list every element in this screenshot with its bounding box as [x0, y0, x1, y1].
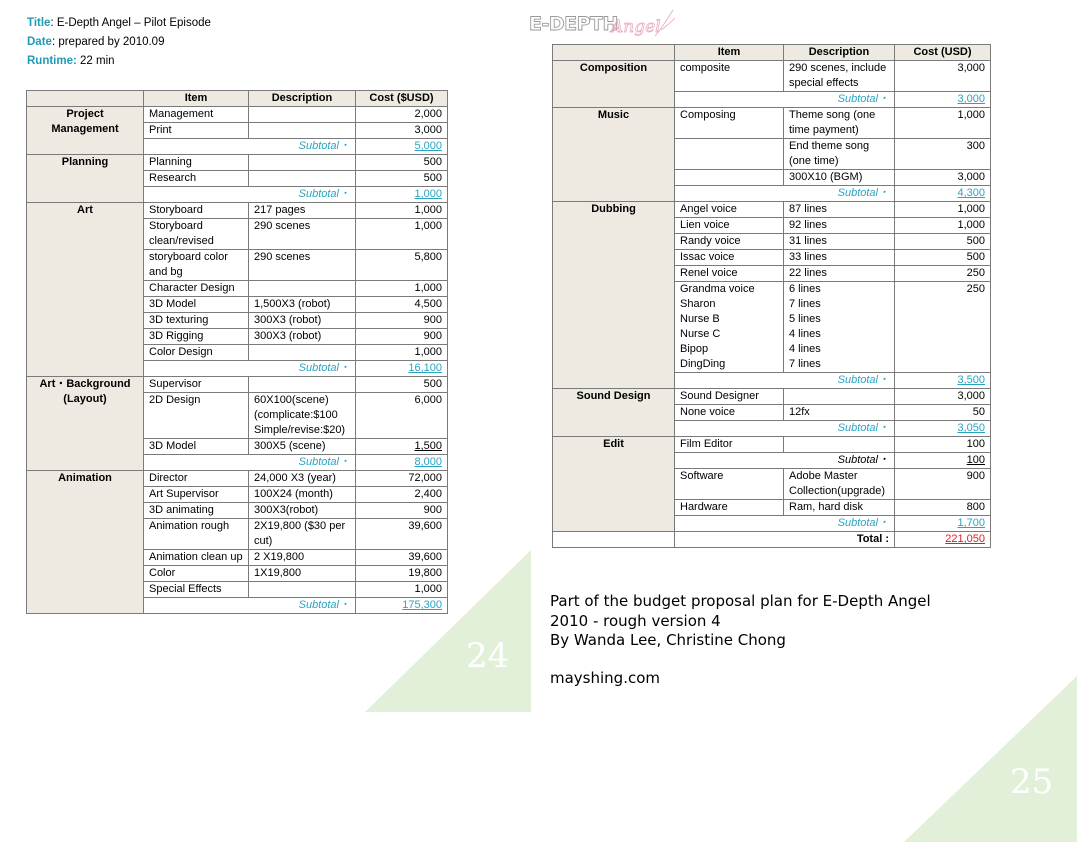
header-description: Description: [249, 91, 356, 107]
page-corner-right: [904, 676, 1077, 842]
item-cell: 3D animating: [144, 503, 249, 519]
voice-lines: 4 lines: [789, 328, 821, 340]
item-cell: [675, 170, 784, 186]
cost-cell: 3,000: [356, 123, 448, 139]
cost-cell: 5,800: [356, 250, 448, 281]
description-cell: 300X3(robot): [249, 503, 356, 519]
item-cell: Art Supervisor: [144, 487, 249, 503]
meta-date-label: Date: [27, 36, 52, 48]
item-cell: Renel voice: [675, 266, 784, 282]
item-cell: Color Design: [144, 345, 249, 361]
description-cell: 290 scenes: [249, 219, 356, 250]
budget-table-right: [552, 44, 991, 548]
item-cell: Randy voice: [675, 234, 784, 250]
description-cell: 24,000 X3 (year): [249, 471, 356, 487]
subtotal-label: Subtotal・: [675, 421, 895, 437]
cost-cell: 900: [356, 313, 448, 329]
voice-lines: 4 lines: [789, 343, 821, 355]
subtotal-label: Subtotal・: [675, 92, 895, 108]
item-cell: Special Effects: [144, 582, 249, 598]
page-number-left: 24: [466, 636, 510, 676]
description-cell: 22 lines: [784, 266, 895, 282]
voice-name: Sharon: [680, 298, 716, 310]
table-row: [553, 389, 991, 405]
item-cell: None voice: [675, 405, 784, 421]
item-cell: 3D Model: [144, 439, 249, 455]
cost-cell: 900: [356, 329, 448, 345]
item-cell: Storyboard: [144, 203, 249, 219]
subtotal-value: 3,050: [895, 421, 991, 437]
description-cell: [249, 171, 356, 187]
description-cell: 290 scenes: [249, 250, 356, 281]
description-cell: [249, 281, 356, 297]
item-cell: Print: [144, 123, 249, 139]
item-cell: Hardware: [675, 500, 784, 516]
meta-runtime-value: 22 min: [76, 55, 115, 67]
cost-cell: 300: [895, 139, 991, 170]
subtotal-label: Subtotal・: [144, 361, 356, 377]
item-cell: 2D Design: [144, 393, 249, 439]
subtotal-value: 1,000: [356, 187, 448, 203]
caption-site: mayshing.com: [550, 669, 661, 687]
cost-cell: 2,400: [356, 487, 448, 503]
subtotal-label: Subtotal・: [144, 187, 356, 203]
category-cell: Music: [553, 108, 675, 202]
item-cell: [675, 282, 784, 373]
cost-cell: 800: [895, 500, 991, 516]
logo-wordmark: E-DEPTH: [529, 13, 618, 35]
description-cell: [784, 282, 895, 373]
description-cell: 100X24 (month): [249, 487, 356, 503]
cost-cell: 1,500: [356, 439, 448, 455]
description-cell: 217 pages: [249, 203, 356, 219]
cost-cell: 1,000: [356, 345, 448, 361]
description-cell: 33 lines: [784, 250, 895, 266]
table-row: [553, 202, 991, 218]
header-item: Item: [675, 45, 784, 61]
cost-cell: 3,000: [895, 389, 991, 405]
item-cell: 3D texturing: [144, 313, 249, 329]
item-cell: Research: [144, 171, 249, 187]
description-cell: [784, 389, 895, 405]
voice-name: DingDing: [680, 358, 726, 370]
cost-cell: 500: [356, 155, 448, 171]
description-cell: 12fx: [784, 405, 895, 421]
page-number-right: 25: [1010, 762, 1054, 802]
meta-title-value: : E-Depth Angel – Pilot Episode: [50, 17, 211, 29]
total-blank: [553, 532, 675, 548]
item-cell: Management: [144, 107, 249, 123]
item-cell: Color: [144, 566, 249, 582]
caption-line-2: 2010 - rough version 4: [550, 612, 721, 630]
header-item: Item: [144, 91, 249, 107]
caption-line-3: By Wanda Lee, Christine Chong: [550, 631, 786, 649]
item-cell: 3D Rigging: [144, 329, 249, 345]
item-cell: Director: [144, 471, 249, 487]
meta-date-value: : prepared by 2010.09: [51, 36, 165, 48]
voice-lines: 5 lines: [789, 313, 821, 325]
subtotal-value: 8,000: [356, 455, 448, 471]
category-cell: Composition: [553, 61, 675, 108]
description-cell: 300X3 (robot): [249, 329, 356, 345]
description-cell: 290 scenes, include special effects: [784, 61, 895, 92]
description-cell: 31 lines: [784, 234, 895, 250]
description-cell: 60X100(scene) (complicate:$100 Simple/revise:$20): [249, 393, 356, 439]
meta-title-label: Title: [27, 17, 51, 29]
description-cell: 2X19,800 ($30 per cut): [249, 519, 356, 550]
header-blank: [553, 45, 675, 61]
item-cell: 3D Model: [144, 297, 249, 313]
description-cell: 1X19,800: [249, 566, 356, 582]
cost-cell: 1,000: [356, 219, 448, 250]
cost-cell: 500: [895, 250, 991, 266]
description-cell: 300X3 (robot): [249, 313, 356, 329]
meta-runtime-label: Runtime:: [27, 55, 77, 67]
item-cell: Animation clean up: [144, 550, 249, 566]
subtotal-value: 1,700: [895, 516, 991, 532]
total-value: 221,050: [895, 532, 991, 548]
voice-name: Nurse B: [680, 313, 720, 325]
subtotal-value: 3,000: [895, 92, 991, 108]
meta-date: [27, 36, 164, 48]
subtotal-label: Subtotal・: [144, 455, 356, 471]
table-row: [27, 155, 448, 171]
item-cell: Lien voice: [675, 218, 784, 234]
item-cell: Angel voice: [675, 202, 784, 218]
item-cell: Issac voice: [675, 250, 784, 266]
cost-cell: 39,600: [356, 550, 448, 566]
description-cell: End theme song (one time): [784, 139, 895, 170]
category-cell: Planning: [27, 155, 144, 203]
table-row: [553, 108, 991, 139]
item-cell: Character Design: [144, 281, 249, 297]
table-row: [553, 61, 991, 92]
cost-cell: 4,500: [356, 297, 448, 313]
table-header-row: [27, 91, 448, 107]
e-depth-angel-logo: [527, 6, 677, 40]
caption-line-1: Part of the budget proposal plan for E-Depth Angel: [550, 592, 931, 610]
voice-name: Nurse C: [680, 328, 721, 340]
subtotal-value: 100: [895, 453, 991, 469]
item-cell: composite: [675, 61, 784, 92]
description-cell: 2 X19,800: [249, 550, 356, 566]
voice-name: Grandma voice: [680, 283, 755, 295]
category-cell: Art・Background (Layout): [27, 377, 144, 471]
cost-cell: 50: [895, 405, 991, 421]
cost-cell: 72,000: [356, 471, 448, 487]
subtotal-value: 4,300: [895, 186, 991, 202]
subtotal-value: 5,000: [356, 139, 448, 155]
header-blank: [27, 91, 144, 107]
item-cell: Animation rough: [144, 519, 249, 550]
category-cell: Edit: [553, 437, 675, 532]
subtotal-value: 3,500: [895, 373, 991, 389]
cost-cell: 39,600: [356, 519, 448, 550]
budget-table-left: [26, 90, 448, 614]
description-cell: 300X10 (BGM): [784, 170, 895, 186]
cost-cell: 1,000: [895, 218, 991, 234]
item-cell: Supervisor: [144, 377, 249, 393]
meta-runtime: [27, 55, 115, 67]
item-cell: Storyboard clean/revised: [144, 219, 249, 250]
cost-cell: 900: [895, 469, 991, 500]
description-cell: Theme song (one time payment): [784, 108, 895, 139]
logo-script: Angel: [611, 17, 661, 37]
category-cell: Dubbing: [553, 202, 675, 389]
table-row: [27, 471, 448, 487]
description-cell: Ram, hard disk: [784, 500, 895, 516]
voice-lines: 7 lines: [789, 298, 821, 310]
cost-cell: 1,000: [895, 108, 991, 139]
category-cell: Project Management: [27, 107, 144, 155]
header-cost: Cost (USD): [895, 45, 991, 61]
cost-cell: 1,000: [356, 281, 448, 297]
category-cell: Animation: [27, 471, 144, 614]
cost-cell: 2,000: [356, 107, 448, 123]
description-cell: Adobe Master Collection(upgrade): [784, 469, 895, 500]
description-cell: 92 lines: [784, 218, 895, 234]
cost-cell: 6,000: [356, 393, 448, 439]
voice-name: Bipop: [680, 343, 709, 355]
cost-cell: 3,000: [895, 61, 991, 92]
subtotal-label: Subtotal・: [675, 373, 895, 389]
description-cell: 300X5 (scene): [249, 439, 356, 455]
category-cell: Sound Design: [553, 389, 675, 437]
table-row: [27, 377, 448, 393]
header-cost: Cost ($USD): [356, 91, 448, 107]
table-header-row: [553, 45, 991, 61]
cost-cell: 500: [895, 234, 991, 250]
description-cell: [249, 582, 356, 598]
description-cell: [249, 345, 356, 361]
cost-cell: 3,000: [895, 170, 991, 186]
description-cell: [784, 437, 895, 453]
item-cell: storyboard color and bg: [144, 250, 249, 281]
subtotal-value: 16,100: [356, 361, 448, 377]
table-row: [27, 203, 448, 219]
item-cell: Software: [675, 469, 784, 500]
item-cell: [675, 139, 784, 170]
subtotal-label: Subtotal・: [675, 453, 895, 469]
description-cell: [249, 107, 356, 123]
subtotal-label: Subtotal・: [144, 598, 356, 614]
category-cell: Art: [27, 203, 144, 377]
cost-cell: 900: [356, 503, 448, 519]
table-row: [27, 107, 448, 123]
voice-lines: 6 lines: [789, 283, 821, 295]
cost-cell: 100: [895, 437, 991, 453]
description-cell: [249, 377, 356, 393]
subtotal-value: 175,300: [356, 598, 448, 614]
voice-lines: 7 lines: [789, 358, 821, 370]
cost-cell: 500: [356, 377, 448, 393]
item-cell: Planning: [144, 155, 249, 171]
item-cell: Sound Designer: [675, 389, 784, 405]
total-row: [553, 532, 991, 548]
subtotal-label: Subtotal・: [675, 516, 895, 532]
description-cell: [249, 123, 356, 139]
cost-cell: 1,000: [356, 582, 448, 598]
subtotal-label: Subtotal・: [144, 139, 356, 155]
cost-cell: 1,000: [895, 202, 991, 218]
description-cell: 1,500X3 (robot): [249, 297, 356, 313]
table-row: [553, 437, 991, 453]
cost-cell: 1,000: [356, 203, 448, 219]
item-cell: Composing: [675, 108, 784, 139]
subtotal-label: Subtotal・: [675, 186, 895, 202]
cost-cell: 19,800: [356, 566, 448, 582]
cost-cell: 250: [895, 282, 991, 373]
description-cell: 87 lines: [784, 202, 895, 218]
meta-title: [27, 17, 211, 29]
item-cell: Film Editor: [675, 437, 784, 453]
cost-cell: 500: [356, 171, 448, 187]
cost-cell: 250: [895, 266, 991, 282]
total-label: Total :: [675, 532, 895, 548]
description-cell: [249, 155, 356, 171]
header-description: Description: [784, 45, 895, 61]
